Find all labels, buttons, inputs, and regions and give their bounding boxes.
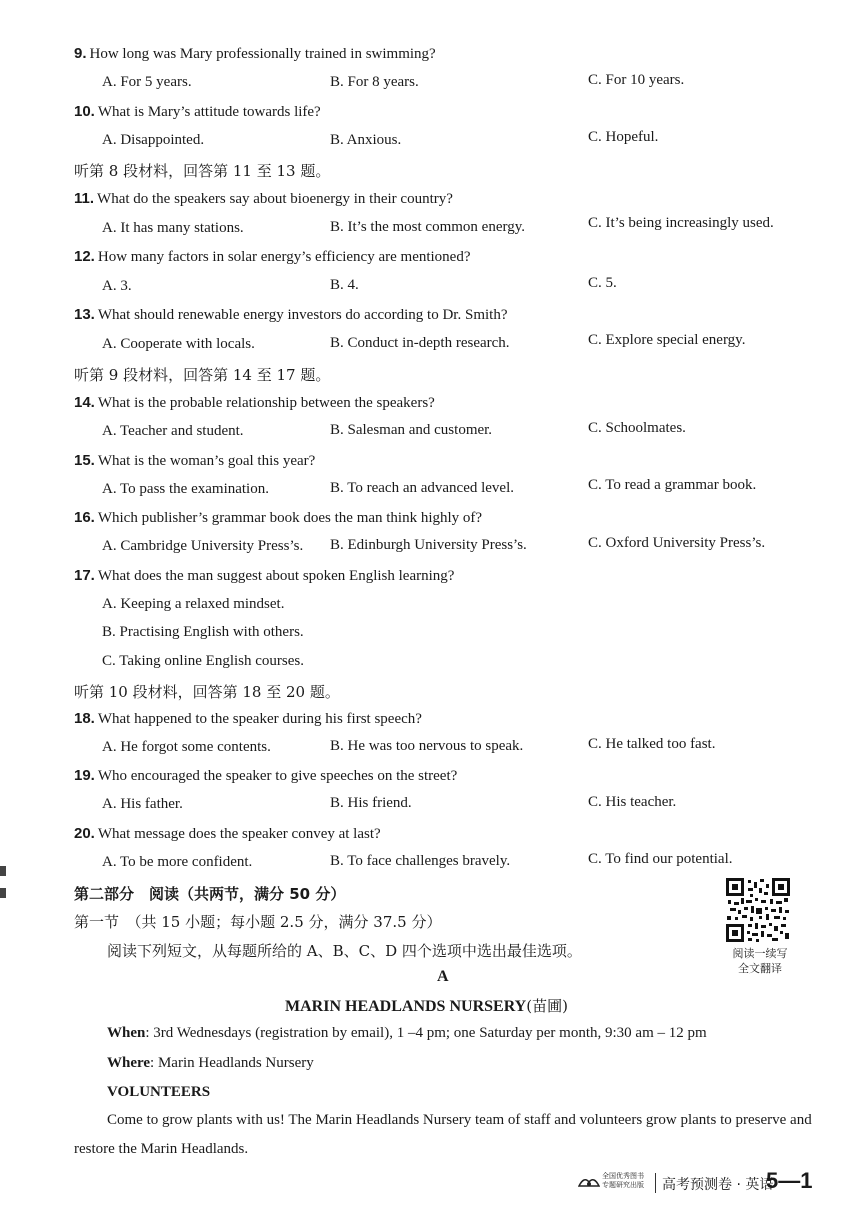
question-text: What should renewable energy investors do according to Dr. Smith? [97,307,508,323]
option-c: C. To find our potential. [588,851,733,867]
when-line [107,1025,707,1042]
option-b: B. Edinburgh University Press’s. [330,537,527,553]
question-number: 14. [74,394,95,411]
passage-title [285,995,568,1016]
option-a: A. His father. [102,796,183,812]
passage-body: Come to grow plants with us! The Marin Headlands Nursery team of staff and volunteers grow plants to preserve and restore the Marin Headlands. [74,1112,812,1157]
question-18 [74,710,422,728]
qr-caption-line-1: 阅读一续写 [732,947,788,960]
footer-series: 高考预测卷 · 英语 [662,1177,774,1193]
question-text: What do the speakers say about bioenergy in their country? [97,191,453,207]
qr-code-icon[interactable] [726,878,790,942]
option-b: B. 4. [330,277,359,293]
option-a: A. To pass the examination. [102,481,269,497]
question-11 [74,190,453,208]
question-12 [74,248,471,266]
option-a: A. Disappointed. [102,132,205,148]
option-b: B. He was too nervous to speak. [330,738,524,754]
passage-title-text: MARIN HEADLANDS NURSERY [285,998,527,1015]
option-a: A. Cooperate with locals. [102,336,255,352]
instruction-section-8: 听第 8 段材料，回答第 11 至 13 题。 [74,162,331,180]
option-b: B. Conduct in-depth research. [330,335,510,351]
question-9 [74,45,436,63]
option-c: C. Hopeful. [588,129,659,145]
when-text: : 3rd Wednesdays (registration by email), 1 –4 pm; one Saturday per month, 9:30 am – 12 pm [145,1025,707,1041]
option-b: B. His friend. [330,795,412,811]
question-number: 12. [74,248,95,265]
question-20 [74,825,381,843]
page-number: 5—1 [766,1168,813,1193]
question-text: What is Mary’s attitude towards life? [97,104,321,120]
question-10 [74,103,321,121]
reading-directions: 阅读下列短文，从每题所给的 A、B、C、D 四个选项中选出最佳选项。 [107,942,582,960]
option-a: A. Keeping a relaxed mindset. [102,596,285,612]
option-a: A. It has many stations. [102,220,244,236]
passage-title-gloss: (苗圃) [526,997,568,1015]
question-number: 13. [74,306,95,323]
option-b: B. Practising English with others. [102,624,304,640]
option-c: C. Explore special energy. [588,332,746,348]
instruction-section-10: 听第 10 段材料，回答第 18 至 20 题。 [74,683,340,701]
part-two-heading: 第二部分 阅读（共两节，满分 50 分） [74,885,346,903]
option-b: B. For 8 years. [330,74,419,90]
option-c: C. For 10 years. [588,72,685,88]
question-text: What happened to the speaker during his first speech? [97,711,422,727]
section-one-heading: 第一节 （共 15 小题；每小题 2.5 分，满分 37.5 分） [74,913,442,931]
option-b: B. To reach an advanced level. [330,480,515,496]
question-13 [74,306,507,324]
option-c: C. It’s being increasingly used. [588,215,774,231]
question-16 [74,509,482,527]
option-c: C. Schoolmates. [588,420,686,436]
volunteers-heading: VOLUNTEERS [107,1084,211,1100]
option-a: A. Teacher and student. [102,423,244,439]
option-a: A. He forgot some contents. [102,739,271,755]
option-c: C. 5. [588,275,617,291]
question-text: What does the man suggest about spoken English learning? [97,568,455,584]
question-text: Which publisher’s grammar book does the man think highly of? [97,510,483,526]
question-text: What is the woman’s goal this year? [97,453,316,469]
question-15 [74,452,315,470]
question-number: 11. [74,190,95,207]
question-text: What message does the speaker convey at last? [97,826,381,842]
instruction-section-9: 听第 9 段材料，回答第 14 至 17 题。 [74,366,331,384]
question-text: How many factors in solar energy’s efficiency are mentioned? [97,249,471,265]
when-label: When [107,1025,146,1041]
option-c: C. To read a grammar book. [588,477,757,493]
publisher-logo-icon [578,1174,600,1190]
where-text: : Marin Headlands Nursery [150,1055,314,1071]
option-a: A. 3. [102,278,132,294]
option-c: C. He talked too fast. [588,736,716,752]
margin-mark [0,888,6,898]
qr-caption-line-2: 全文翻译 [738,962,782,975]
option-b: B. Salesman and customer. [330,422,493,438]
question-text: Who encouraged the speaker to give speeches on the street? [97,768,458,784]
question-number: 9. [74,45,87,62]
page-footer [578,1168,823,1198]
publisher-brand [602,1172,644,1190]
question-14 [74,394,435,412]
option-c: C. His teacher. [588,794,677,810]
question-number: 15. [74,452,95,469]
question-number: 16. [74,509,95,526]
passage-label: A [437,968,449,985]
option-a: A. For 5 years. [102,74,192,90]
option-a: A. To be more confident. [102,854,253,870]
question-number: 10. [74,103,95,120]
footer-divider [655,1173,656,1193]
where-label: Where [107,1055,151,1071]
option-b: B. It’s the most common energy. [330,219,525,235]
option-b: B. Anxious. [330,132,402,148]
option-a: A. Cambridge University Press’s. [102,538,304,554]
question-number: 19. [74,767,95,784]
where-line [107,1055,314,1072]
question-number: 18. [74,710,95,727]
margin-mark [0,866,6,876]
question-text: How long was Mary professionally trained in swimming? [89,46,436,62]
question-text: What is the probable relationship between the speakers? [97,395,435,411]
brand-line-2: 专题研究出版 [602,1181,644,1189]
brand-line-1: 全国优秀图书 [602,1172,644,1180]
option-b: B. To face challenges bravely. [330,853,511,869]
question-17 [74,567,454,585]
question-number: 20. [74,825,95,842]
option-c: C. Taking online English courses. [102,653,304,669]
question-number: 17. [74,567,95,584]
qr-caption [722,946,798,976]
question-19 [74,767,457,785]
option-c: C. Oxford University Press’s. [588,535,766,551]
